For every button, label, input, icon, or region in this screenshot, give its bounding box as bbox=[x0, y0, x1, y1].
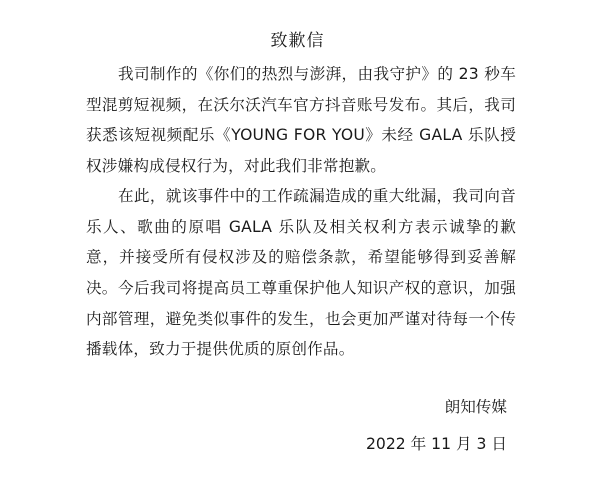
letter-paragraph-1: 我司制作的《你们的热烈与澎湃，由我守护》的 23 秒车型混剪短视频，在沃尔沃汽车官方抖音账号发布。其后，我司获悉该短视频配乐《YOUNG FOR YOU》未经 GALA 乐队授权涉嫌构成侵权行为，对此我们非常抱歉。 bbox=[86, 65, 516, 175]
letter-title: 致歉信 bbox=[270, 31, 325, 51]
letter-paragraph-3: 今后我司将提高员工尊重保护他人知识产权的意识，加强内部管理，避免类似事件的发生，也会更加严谨对待每一个传播载体，致力于提供优质的原创作品。 bbox=[86, 279, 516, 358]
letter-signature: 朗知传媒 bbox=[444, 398, 507, 416]
letter-paragraph-2: 在此，就该事件中的工作疏漏造成的重大纰漏，我司向音乐人、歌曲的原唱 GALA 乐队及相关权利方表示诚挚的歉意，并接受所有侵权涉及的赔偿条款，希望能够得到妥善解决。 bbox=[86, 187, 516, 297]
letter-date: 2022 年 11 月 3 日 bbox=[365, 435, 507, 453]
